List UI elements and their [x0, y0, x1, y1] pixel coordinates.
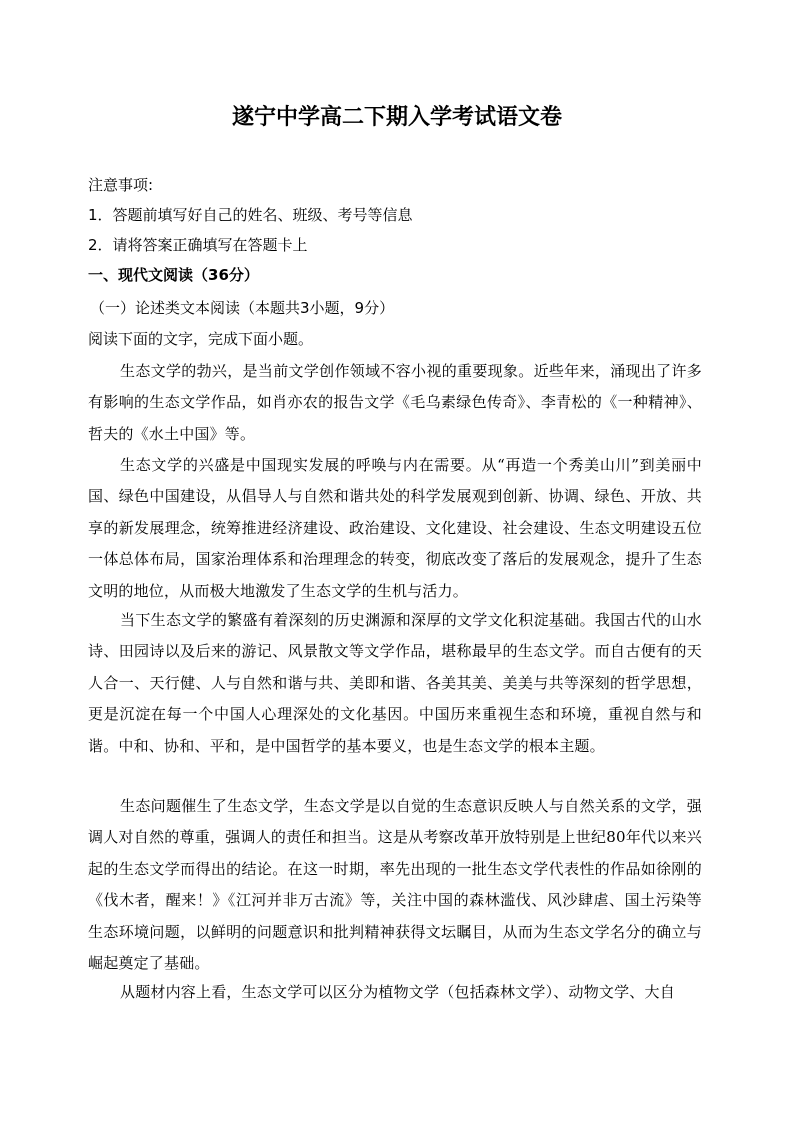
notice-item-2: 2．请将答案正确填写在答题卡上: [88, 236, 308, 254]
notice-heading: 注意事项:: [88, 176, 154, 194]
sub-section-heading: （一）论述类文本阅读（本题共3小题，9分）: [90, 299, 395, 317]
paragraph-1: 生态文学的勃兴，是当前文学创作领域不容小视的重要现象。近些年来，涌现出了许多有影响的生态文学作品，如肖亦农的报告文学《毛乌素绿色传奇》、李青松的《一种精神》、哲夫的《水土中国》等。: [88, 362, 702, 443]
paragraph-3: 当下生态文学的繁盛有着深刻的历史渊源和深厚的文学文化积淀基础。我国古代的山水诗、田园诗以及后来的游记、风景散文等文学作品，堪称最早的生态文学。而自古便有的天人合一、天行健、人与自然和谐与共、美即和谐、各美其美、美美与共等深刻的哲学思想，更是沉淀在每一个中国人心理深处的文化基因。中国历来重视生态和环境，重视自然与和谐。中和、协和、平和，是中国哲学的基本要义，也是生态文学的根本主题。: [88, 611, 702, 755]
section-heading: 一、现代文阅读（36分）: [88, 266, 259, 284]
document-title: 遂宁中学高二下期入学考试语文卷: [231, 104, 562, 130]
notice-item-1: 1．答题前填写好自己的姓名、班级、考号等信息: [88, 206, 413, 224]
paragraph-5: 从题材内容上看，生态文学可以区分为植物文学（包括森林文学）、动物文学、大自: [120, 983, 675, 1001]
paragraph-2: 生态文学的兴盛是中国现实发展的呼唤与内在需要。从“再造一个秀美山川”到美丽中国、绿色中国建设，从倡导人与自然和谐共处的科学发展观到创新、协调、绿色、开放、共享的新发展理念，统筹推进经济建设、政治建设、文化建设、社会建设、生态文明建设五位一体总体布局，国家治理体系和治理理念的转变，彻底改变了落后的发展观念，提升了生态文明的地位，从而极大地激发了生态文学的生机与活力。: [88, 456, 702, 600]
reading-instruction: 阅读下面的文字，完成下面小题。: [88, 330, 314, 348]
paragraph-4: 生态问题催生了生态文学，生态文学是以自觉的生态意识反映人与自然关系的文学，强调人对自然的尊重，强调人的责任和担当。这是从考察改革开放特别是上世纪80年代以来兴起的生态文学而得出的结论。在这一时期，率先出现的一批生态文学代表性的作品如徐刚的《伐木者，醒来！》《江河并非万古流》等，关注中国的森林滥伐、风沙肆虐、国土污染等生态环境问题，以鲜明的问题意识和批判精神获得文坛瞩目，从而为生态文学名分的确立与崛起奠定了基础。: [88, 797, 702, 973]
